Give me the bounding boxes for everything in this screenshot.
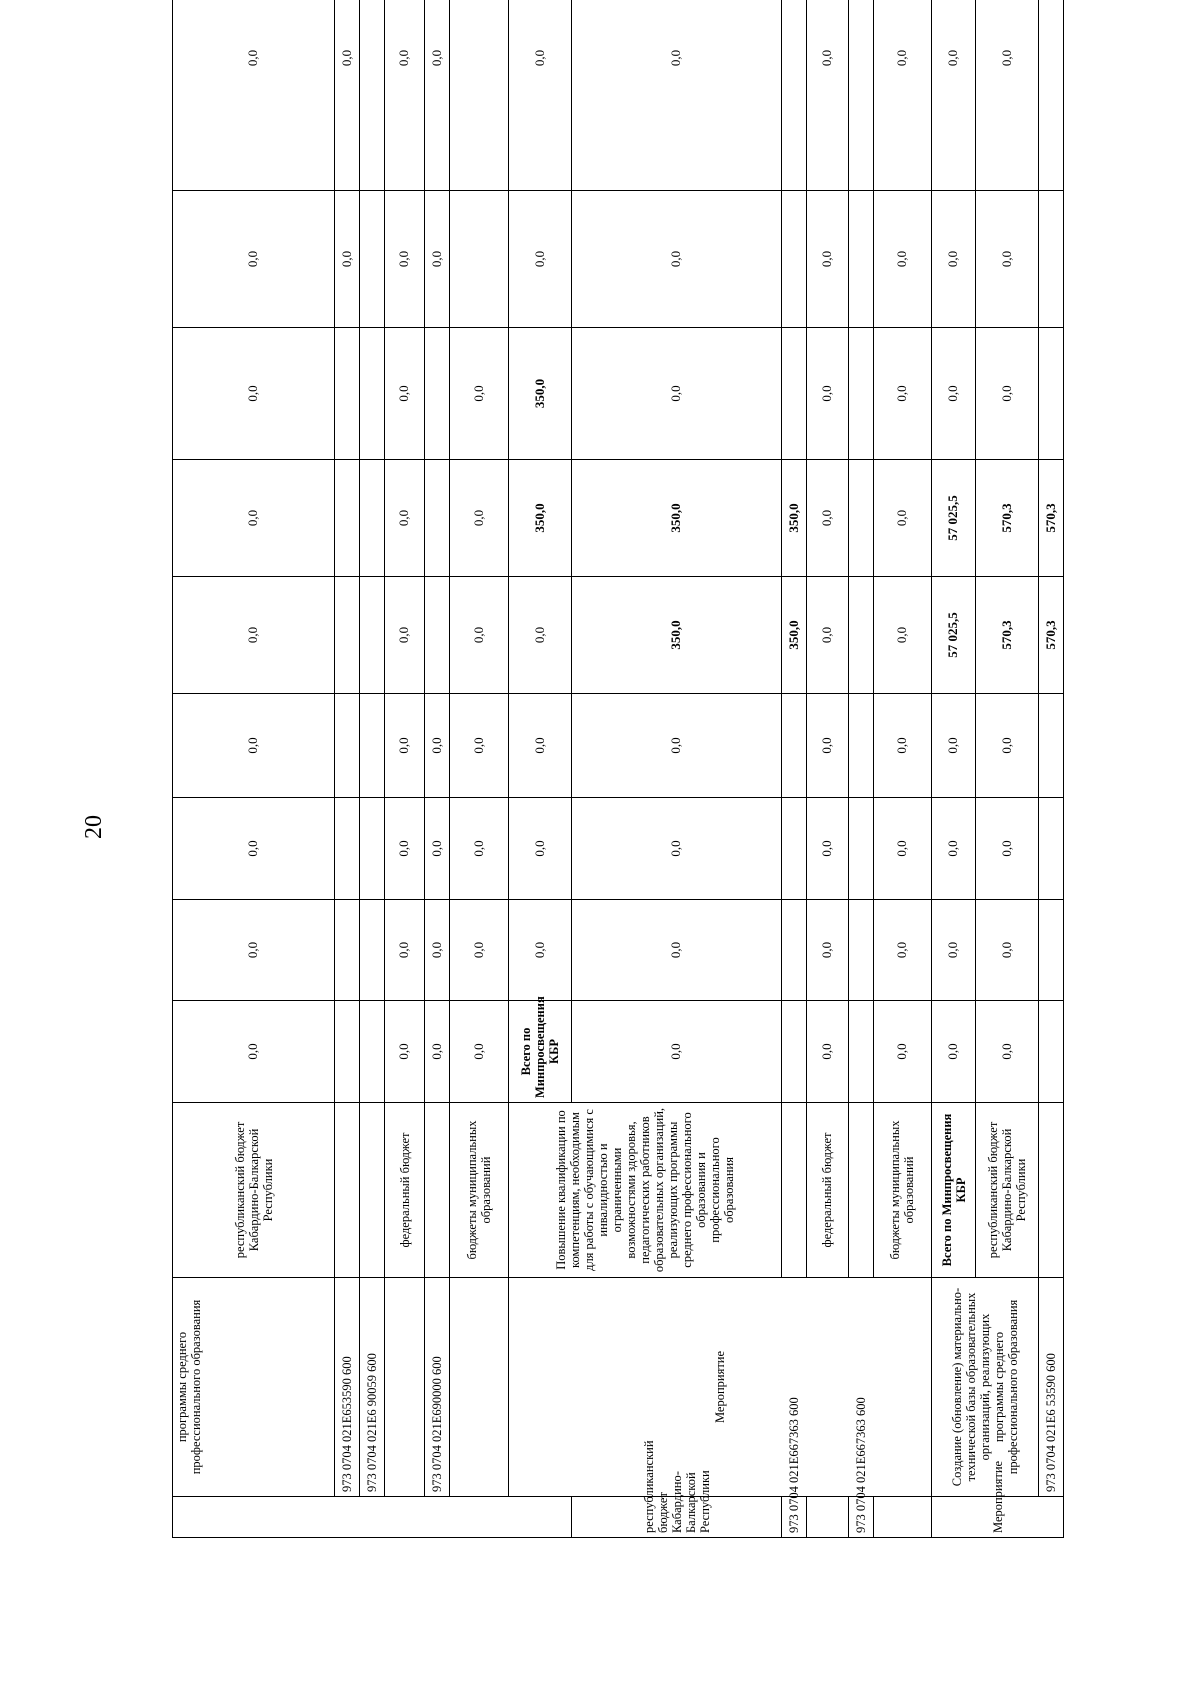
empty-cell [450,191,509,328]
value-cell: 0,0 [807,900,848,1001]
value-cell: 0,0 [173,1001,335,1103]
value-cell: 0,0 [975,328,1038,460]
value-cell: 0,0 [385,1001,425,1103]
value-cell: 0,0 [572,1001,782,1103]
empty-cell [1038,191,1063,328]
empty-cell [782,798,807,900]
value-cell: 0,0 [509,900,572,1001]
budget-code-cell: 973 0704 021E653590 600 [335,1278,360,1497]
empty-cell [335,798,360,900]
empty-cell [807,1497,848,1538]
table-row [360,0,385,1538]
empty-cell [360,798,385,900]
budget-code-cell: 973 0704 021E667363 600 [848,1497,873,1538]
funding-source-cell: бюджеты муниципальных образований [450,1103,509,1278]
value-cell: 0,0 [932,694,976,798]
value-cell: 0,0 [173,798,335,900]
funding-source-cell: республиканский бюджет Кабардино-Балкарской Республики [572,1497,782,1538]
value-cell: 0,0 [509,0,572,191]
funding-source-cell: Всего по Минпросвещения КБР [509,1001,572,1103]
value-cell: 0,0 [425,900,450,1001]
table-row [509,0,572,1538]
value-cell: 0,0 [385,0,425,191]
empty-cell [335,577,360,694]
empty-cell [360,577,385,694]
empty-cell [848,191,873,328]
empty-cell [1038,1103,1063,1278]
value-cell: 0,0 [873,460,932,577]
value-cell: 0,0 [335,191,360,328]
empty-cell [782,1103,807,1278]
empty-cell [1038,0,1063,191]
value-cell: 0,0 [385,328,425,460]
empty-cell [360,1103,385,1278]
value-cell: 350,0 [509,328,572,460]
empty-cell [335,900,360,1001]
value-cell: 0,0 [450,1001,509,1103]
value-cell: 0,0 [873,1001,932,1103]
value-cell: 0,0 [807,0,848,191]
value-cell: 0,0 [425,798,450,900]
funding-source-cell: федеральный бюджет [807,1103,848,1278]
empty-cell [425,460,450,577]
empty-cell [425,577,450,694]
value-cell: 0,0 [932,328,976,460]
value-cell: 0,0 [425,191,450,328]
value-cell: 57 025,5 [932,577,976,694]
empty-cell [782,900,807,1001]
value-cell: 0,0 [932,1001,976,1103]
value-cell: 350,0 [572,460,782,577]
value-cell: 0,0 [173,191,335,328]
empty-cell [360,460,385,577]
value-cell: 350,0 [782,460,807,577]
table-row [335,0,360,1538]
value-cell: 0,0 [385,191,425,328]
value-cell: 0,0 [572,798,782,900]
table-row [450,0,509,1538]
empty-cell [782,191,807,328]
value-cell: 350,0 [572,577,782,694]
empty-cell [848,900,873,1001]
value-cell: 350,0 [509,460,572,577]
value-cell: 0,0 [807,1001,848,1103]
value-cell: 0,0 [873,798,932,900]
empty-cell [848,694,873,798]
blank-cell [173,1497,572,1538]
funding-source-cell: бюджеты муниципальных образований [873,1103,932,1278]
empty-cell [782,0,807,191]
funding-source-cell: республиканский бюджет Кабардино-Балкарской Республики [173,1103,335,1278]
value-cell: 0,0 [807,694,848,798]
empty-cell [848,798,873,900]
empty-cell [1038,1001,1063,1103]
empty-cell [1038,798,1063,900]
funding-source-cell: федеральный бюджет [385,1103,425,1278]
value-cell: 0,0 [873,900,932,1001]
value-cell: 0,0 [385,694,425,798]
value-cell: 0,0 [873,328,932,460]
empty-cell [335,1001,360,1103]
value-cell: 0,0 [173,460,335,577]
empty-cell [848,460,873,577]
value-cell: 0,0 [873,0,932,191]
value-cell: 0,0 [450,328,509,460]
measure-name-cell: программы среднего профессионального образования [173,1278,335,1497]
empty-cell [335,694,360,798]
value-cell: 0,0 [450,900,509,1001]
empty-cell [425,1103,450,1278]
value-cell: 570,3 [1038,577,1063,694]
budget-code-cell: 973 0704 021E667363 600 [782,1497,807,1538]
value-cell: 0,0 [509,577,572,694]
measure-name-cell: Повышение квалификации по компетенциям, необходимым для работы с обучающимися с инвалидностью и ограниченными возможностями здоровья, педагогических работников образовательных организаций, реализующих программы среднего профессионального образования и профессионального образования [509,1103,782,1278]
value-cell: 570,3 [975,460,1038,577]
empty-cell [360,0,385,191]
empty-cell [360,1001,385,1103]
value-cell: 0,0 [385,577,425,694]
empty-cell [450,0,509,191]
value-cell: 0,0 [572,191,782,328]
value-cell: 0,0 [509,798,572,900]
measure-name-cell: Создание (обновление) материально-технической базы образовательных организаций, реализующих программы среднего профессионального образования [932,1278,1039,1497]
value-cell: 0,0 [932,900,976,1001]
value-cell: 0,0 [873,191,932,328]
value-cell: 350,0 [782,577,807,694]
value-cell: 0,0 [807,191,848,328]
empty-cell [873,1497,932,1538]
measure-label-cell: Мероприятие [509,1278,932,1497]
value-cell: 0,0 [385,460,425,577]
budget-code-cell: 973 0704 021E6 90059 600 [360,1278,385,1497]
value-cell: 0,0 [173,328,335,460]
value-cell: 0,0 [173,577,335,694]
value-cell: 0,0 [335,0,360,191]
empty-cell [782,328,807,460]
empty-cell [848,1103,873,1278]
table-row [425,0,450,1538]
value-cell: 0,0 [975,191,1038,328]
value-cell: 0,0 [173,694,335,798]
table-row [173,0,335,1538]
empty-cell [848,328,873,460]
empty-cell [385,1278,425,1497]
empty-cell [360,191,385,328]
budget-table [172,0,1064,1538]
value-cell: 0,0 [509,694,572,798]
value-cell: 0,0 [807,798,848,900]
value-cell: 0,0 [873,694,932,798]
value-cell: 0,0 [425,694,450,798]
empty-cell [782,694,807,798]
empty-cell [848,1001,873,1103]
value-cell: 570,3 [1038,460,1063,577]
value-cell: 0,0 [572,0,782,191]
budget-code-cell: 973 0704 021E6 53590 600 [1038,1278,1063,1497]
value-cell: 0,0 [807,460,848,577]
value-cell: 0,0 [509,191,572,328]
value-cell: 0,0 [807,328,848,460]
empty-cell [335,328,360,460]
value-cell: 0,0 [173,0,335,191]
value-cell: 0,0 [450,460,509,577]
value-cell: 0,0 [932,191,976,328]
value-cell: 570,3 [975,577,1038,694]
empty-cell [450,1278,509,1497]
empty-cell [1038,328,1063,460]
value-cell: 0,0 [425,1001,450,1103]
empty-cell [782,1001,807,1103]
empty-cell [335,1103,360,1278]
value-cell: 0,0 [873,577,932,694]
value-cell: 0,0 [385,900,425,1001]
empty-cell [1038,694,1063,798]
measure-label-cell: Мероприятие [932,1497,1064,1538]
value-cell: 0,0 [807,577,848,694]
value-cell: 57 025,5 [932,460,976,577]
value-cell: 0,0 [975,900,1038,1001]
rotated-table-wrapper [172,26,1064,1538]
empty-cell [360,694,385,798]
value-cell: 0,0 [932,0,976,191]
empty-cell [335,460,360,577]
value-cell: 0,0 [572,328,782,460]
table-row [385,0,425,1538]
funding-source-cell: республиканский бюджет Кабардино-Балкарской Республики [975,1103,1038,1278]
empty-cell [360,328,385,460]
empty-cell [425,328,450,460]
value-cell: 0,0 [975,798,1038,900]
funding-source-cell: Всего по Минпросвещения КБР [932,1103,976,1278]
value-cell: 0,0 [975,1001,1038,1103]
table-row [932,0,976,1538]
table-row [1038,0,1063,1538]
empty-cell [848,577,873,694]
value-cell: 0,0 [385,798,425,900]
budget-code-cell: 973 0704 021E690000 600 [425,1278,450,1497]
value-cell: 0,0 [975,0,1038,191]
page-number: 20 [81,815,107,839]
empty-cell [1038,900,1063,1001]
value-cell: 0,0 [572,900,782,1001]
value-cell: 0,0 [932,798,976,900]
value-cell: 0,0 [450,694,509,798]
empty-cell [848,0,873,191]
value-cell: 0,0 [450,798,509,900]
value-cell: 0,0 [173,900,335,1001]
value-cell: 0,0 [425,0,450,191]
value-cell: 0,0 [572,694,782,798]
value-cell: 0,0 [975,694,1038,798]
value-cell: 0,0 [450,577,509,694]
empty-cell [360,900,385,1001]
